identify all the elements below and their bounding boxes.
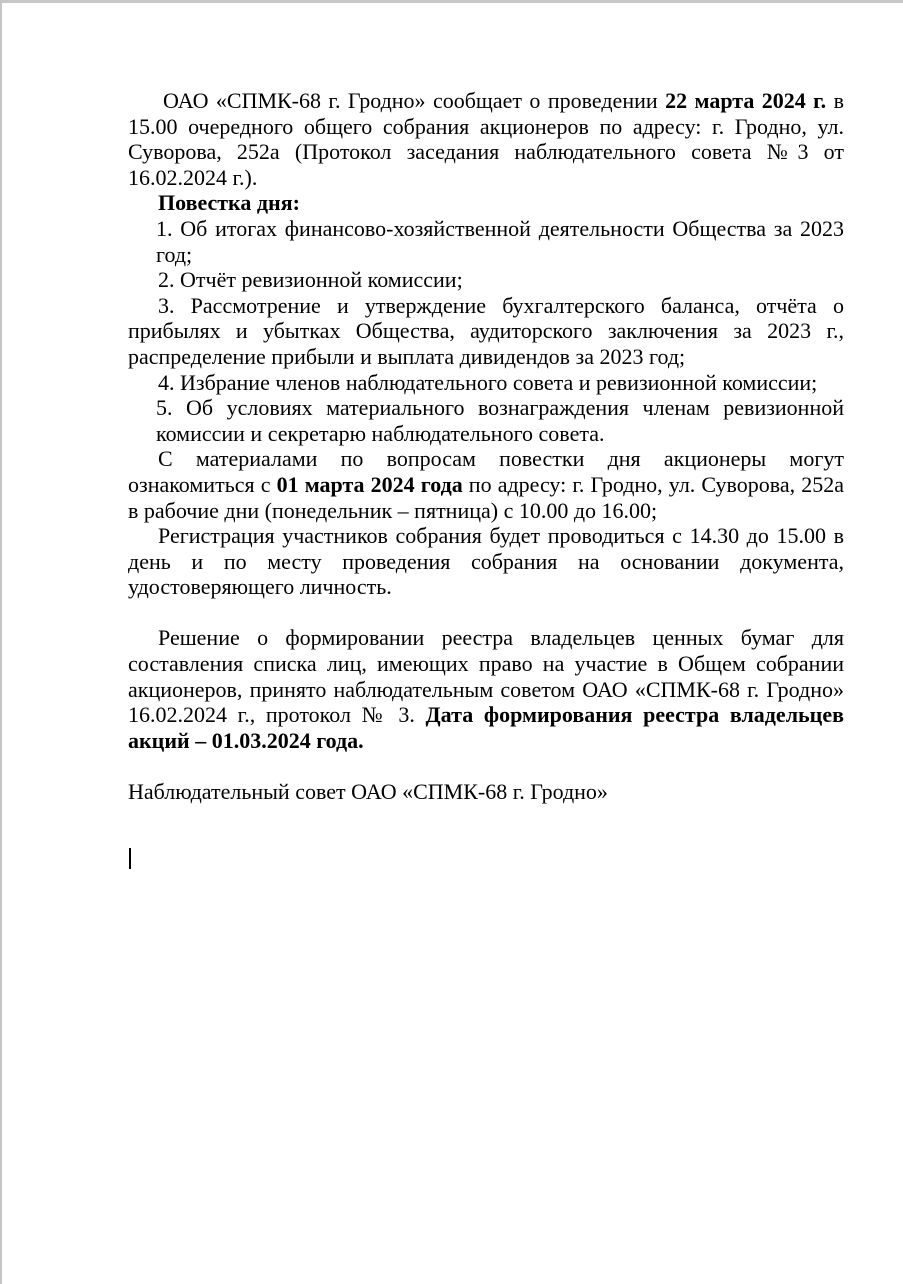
- paragraph-register-formation: [128, 625, 844, 753]
- register-date-bold: Дата формирования реестра владельцев акций – 01.03.2024 года.: [128, 702, 844, 753]
- announcement-text-end: в 15.00 очередного общего собрания акционеров по адресу: г. Гродно, ул. Суворова, 252а (Протокол заседания наблюдательного совета №3 от 16.02.2024 г.).: [128, 88, 844, 190]
- agenda-item-2: 2. Отчёт ревизионной комиссии;: [158, 267, 463, 293]
- materials-text-end: по адресу: г. Гродно, ул. Суворова, 252а в рабочие дни (понедельник – пятница) с 10.00 до 16.00;: [128, 471, 844, 523]
- materials-date-bold: 01 марта 2024 года: [276, 471, 463, 497]
- register-text-start: Решение о формировании реестра владельцев ценных бумаг для составления списка лиц, имеющих право на участие в Общем собрании акционеров, принято наблюдательным советом ОАО «СПМК-68 г. Гродно» 16.02.2024 г., протокол № 3.: [128, 625, 844, 728]
- paragraph-registration: Регистрация участников собрания будет проводиться с 14.30 до 15.00 в день и по месту проведения собрания на основании документа, удостоверяющего личность.: [128, 523, 844, 600]
- materials-text-start: С материалами по вопросам повестки дня акционеры могут ознакомиться с: [128, 446, 844, 497]
- meeting-date-bold: 22 марта 2024 г.: [665, 88, 827, 113]
- agenda-heading: Повестка дня:: [158, 190, 300, 216]
- agenda-item-5: 5. Об условиях материального вознаграждения членам ревизионной комиссии и секретарю наблюдательного совета.: [156, 395, 844, 446]
- agenda-item-3: 3. Рассмотрение и утверждение бухгалтерского баланса, отчёта о прибылях и убытках Общества, аудиторского заключения за 2023 г., распределение прибыли и выплата дивидендов за 2023 год;: [128, 292, 844, 369]
- text-caret: [129, 848, 131, 869]
- document-content: [2, 3, 903, 805]
- announcement-text-start: ОАО «СПМК-68 г. Гродно» сообщает о проведении: [163, 88, 666, 113]
- signature-line: Наблюдательный совет ОАО «СПМК-68 г. Гродно»: [128, 779, 608, 805]
- agenda-item-1: 1. Об итогах финансово-хозяйственной деятельности Общества за 2023 год;: [156, 215, 844, 267]
- paragraph-meeting-announcement: [128, 88, 844, 190]
- agenda-item-4: 4. Избрание членов наблюдательного совета и ревизионной комиссии;: [158, 369, 818, 395]
- paragraph-materials-access: [128, 446, 844, 523]
